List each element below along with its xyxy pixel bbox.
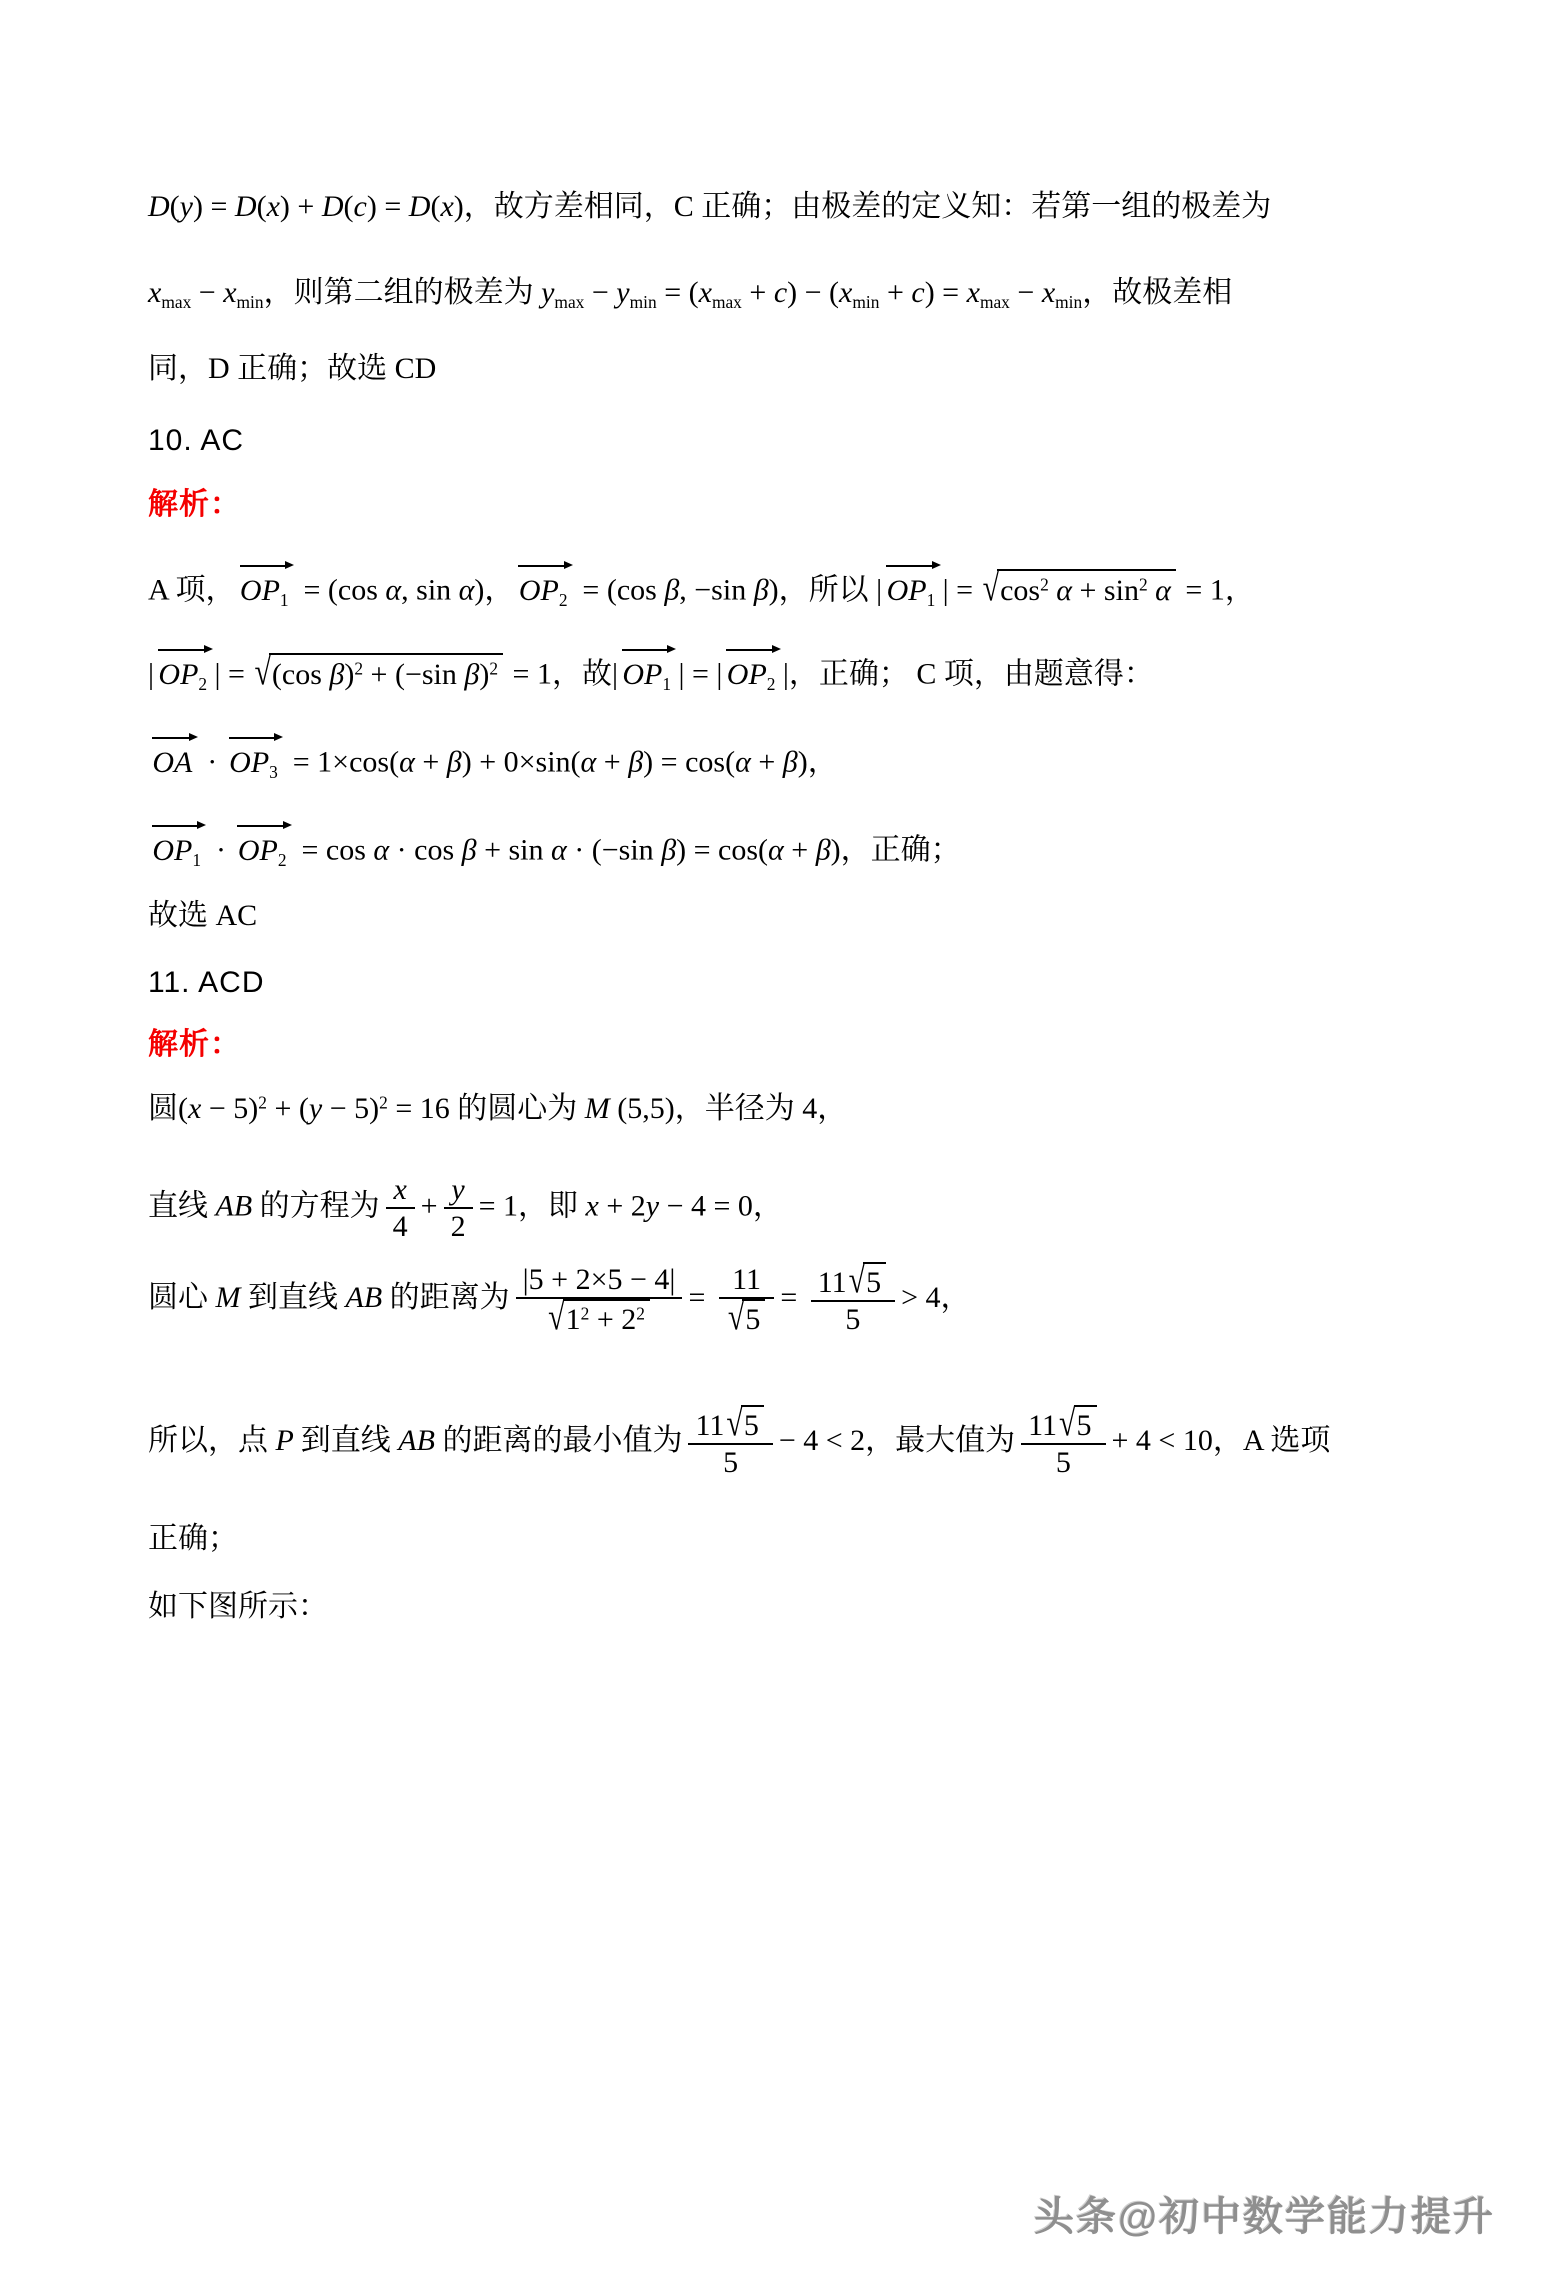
sol11-distance: 圆心 M 到直线 AB 的距离为 $\frac{|5 + 2\times 5 - 4|}{√1^2 + 2^2}$ = $\frac{11}{√5}$ = $\frac{11√5}{5}$ > 4， bbox=[148, 1259, 971, 1339]
sol11-minmax: 所以，点 P 到直线 AB 的距离的最小值为 $\frac{11√5}{5}$ − 4 < 2，最大值为 $\frac{11√5}{5}$ + 4 < 10，A 选项 bbox=[148, 1402, 1331, 1480]
sqrt-radical: √5 bbox=[728, 1299, 765, 1337]
vector-arrow: $OP_2$ bbox=[516, 556, 572, 611]
sol11-correct: 正确； bbox=[148, 1522, 238, 1555]
sqrt-radical: √5 bbox=[726, 1405, 763, 1443]
fraction: $\frac{11}{√5}$ bbox=[719, 1262, 774, 1338]
sol10-option-a2: | $OP_2$ | = √(cos β)$^2$ + (−sin β)$^2$ = 1，故| $OP_1$ | = | $OP_2$ |，正确； C 项，由题意得： bbox=[148, 640, 1154, 695]
fraction: $\frac{|5 + 2\times 5 - 4|}{√1^2 + 2^2}$ bbox=[516, 1262, 683, 1338]
vector-arrow: $OP_1$ bbox=[150, 816, 206, 871]
answer-10: 10. AC bbox=[148, 424, 245, 457]
vector-arrow: $OP_2$ bbox=[724, 640, 780, 695]
vector-arrow: $OP_2$ bbox=[156, 640, 212, 695]
fraction: $\frac{11√5}{5}$ bbox=[688, 1405, 772, 1481]
sqrt-radical: $√1^2 + 2^2$ bbox=[548, 1299, 650, 1337]
sol11-figure-note: 如下图所示： bbox=[148, 1590, 328, 1623]
sol10-conclusion: 故选 AC bbox=[148, 899, 258, 932]
vector-arrow: $OP_1$ bbox=[238, 556, 294, 611]
fraction: $\frac{11√5}{5}$ bbox=[1021, 1405, 1105, 1481]
sqrt-radical: √5 bbox=[1059, 1405, 1096, 1443]
sol11-circle: 圆$(x - 5)^2 + (y - 5)^2 = 16$ 的圆心为 M (5,5)，半径为 4， bbox=[148, 1092, 848, 1125]
sol10-option-a: A 项， $OP_1 = (\cos$ α, sin α)， $OP_2 = (\cos$ β, −sin β)，所以 | $OP_1$ | = $√\cos^2$ $\alpha + \sin^2 \alpha = 1$， bbox=[148, 556, 1255, 611]
analysis-label-11: 解析： bbox=[148, 1028, 241, 1061]
sol9-conclusion: 同，D 正确；故选 CD bbox=[148, 352, 437, 385]
vector-arrow: OA bbox=[150, 728, 198, 781]
sqrt-radical: √5 bbox=[849, 1262, 886, 1300]
watermark: 头条@初中数学能力提升 bbox=[1033, 2195, 1495, 2239]
answer-11: 11. ACD bbox=[148, 966, 265, 999]
sol9-variance-line: D(y) = D(x) + D(c) = D(x)，故方差相同，C 正确；由极差的定义知：若第一组的极差为 bbox=[148, 190, 1272, 223]
vector-arrow: $OP_2$ bbox=[235, 816, 291, 871]
sol10-option-c2: $OP_1 \cdot OP_2 = \cos \alpha \cdot \cos \beta + \sin \alpha \cdot (-\sin$ β) = cos(α + β)，正确； bbox=[148, 816, 961, 871]
analysis-label-10: 解析： bbox=[148, 488, 241, 521]
sqrt-radical: $√\cos^2$ $\alpha + \sin^2 \alpha$ bbox=[983, 569, 1176, 610]
vector-arrow: $OP_1$ bbox=[884, 556, 940, 611]
fraction: $\frac{y}{2}$ bbox=[444, 1172, 473, 1245]
sol10-option-c1: OA · $OP_3 = 1\times\cos(\alpha + \beta) + 0\times\sin(\alpha + \beta) = \cos(\alpha + \beta)$， bbox=[148, 728, 838, 783]
vector-arrow: $OP_3$ bbox=[227, 728, 283, 783]
vector-arrow: $OP_1$ bbox=[620, 640, 676, 695]
fraction: $\frac{11√5}{5}$ bbox=[811, 1262, 895, 1338]
sol9-range-line: $x_{max} - x_{min}$，则第二组的极差为 $y_{max} - y_{min} = (x_{max} + c) - (x_{min} + c) = x_{max} - x_{min}$，故极差相 bbox=[148, 276, 1233, 313]
fraction: $\frac{x}{4}$ bbox=[386, 1172, 415, 1245]
sol11-line-ab: 直线 AB 的方程为 $\frac{x}{4}$ + $\frac{y}{2}$ = 1，即 x + 2y − 4 = 0， bbox=[148, 1173, 783, 1244]
sqrt-radical: √(cos β)$^2$ + (−sin β)$^2$ bbox=[254, 653, 503, 694]
